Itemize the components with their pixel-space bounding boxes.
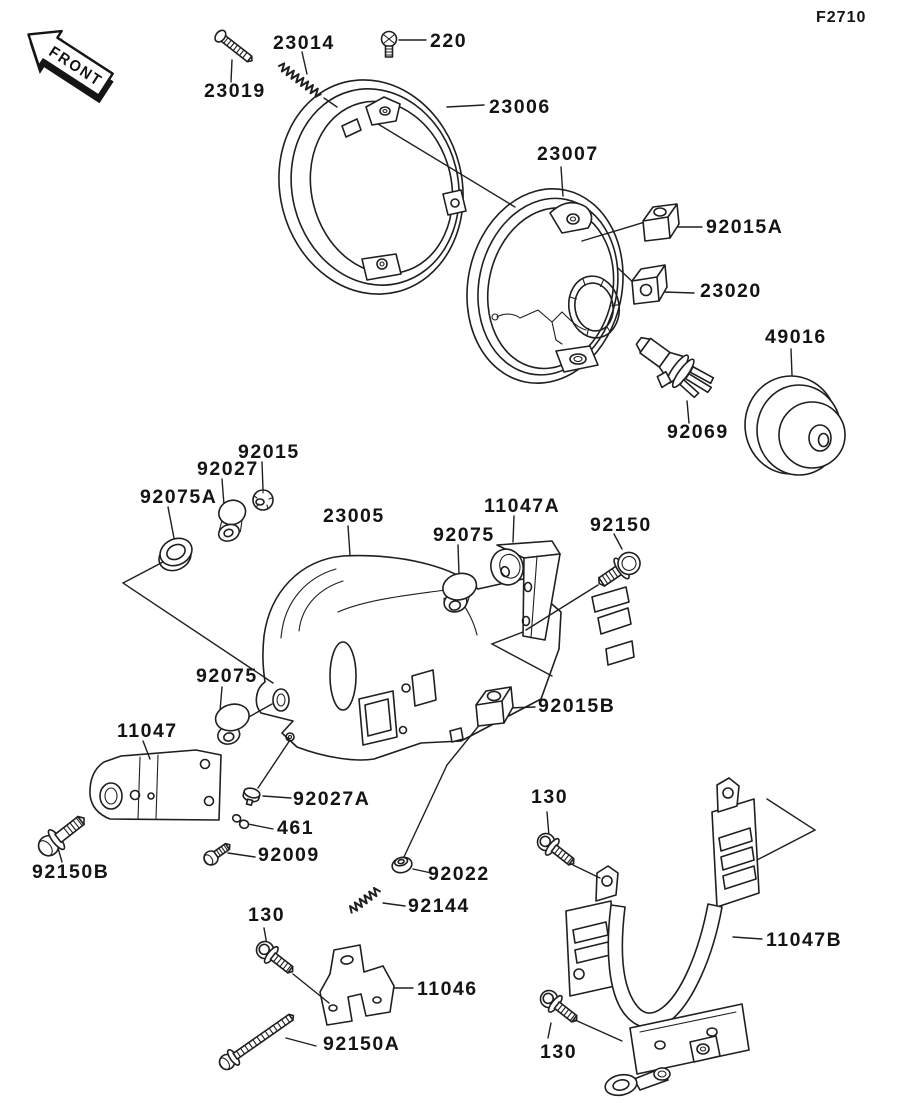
part-label-92075-left: 92075 (196, 665, 258, 687)
part-drawing-92027A-screw (241, 787, 261, 807)
part-drawing-92015-nut (253, 490, 273, 510)
part-label-11046: 11046 (417, 978, 478, 1000)
part-label-92150B: 92150B (32, 861, 110, 883)
part-drawing-23020-nut (632, 265, 667, 304)
part-label-92027: 92027 (197, 458, 259, 480)
part-drawing-23007-shell (449, 174, 640, 398)
part-label-130-top-right: 130 (531, 786, 569, 808)
part-drawing-220-screw (382, 32, 397, 58)
part-drawing-92075A-grommet (153, 533, 198, 575)
part-label-130-bottom: 130 (540, 1041, 578, 1063)
part-drawing-11046-bracket (320, 945, 394, 1025)
part-drawing-23019-screw (213, 28, 256, 66)
part-label-11047: 11047 (117, 720, 178, 742)
part-label-92144: 92144 (408, 895, 470, 917)
part-label-11047A: 11047A (484, 495, 561, 517)
part-label-23014: 23014 (273, 32, 335, 54)
part-label-49016: 49016 (765, 326, 827, 348)
part-drawing-92150B-bolt (33, 809, 91, 862)
part-label-92015A: 92015A (706, 216, 784, 238)
part-label-11047B: 11047B (766, 929, 843, 951)
part-drawing-92069-bulb (625, 327, 719, 411)
part-label-92069: 92069 (667, 421, 729, 443)
part-drawing-92015A-nut (643, 204, 679, 241)
part-label-92027A: 92027A (293, 788, 371, 810)
part-label-23006: 23006 (489, 96, 551, 118)
part-label-92150: 92150 (590, 514, 652, 536)
part-drawing-11047B-stay (566, 778, 759, 1098)
part-drawing-23006-rim (257, 60, 486, 314)
part-drawing-92150A-screw (216, 1008, 299, 1074)
figure-code: F2710 (816, 9, 867, 26)
part-label-23020: 23020 (700, 280, 762, 302)
part-drawing-23014-spring (277, 62, 323, 99)
part-drawing-461-pin (230, 814, 250, 830)
part-label-92009: 92009 (258, 844, 320, 866)
part-label-23007: 23007 (537, 143, 599, 165)
part-label-92015B: 92015B (538, 695, 616, 717)
part-drawing-11047-bracket (90, 750, 221, 820)
part-drawing-49016-cap (745, 376, 845, 475)
part-label-220: 220 (430, 30, 468, 52)
part-drawing-130-bolt-left (252, 937, 299, 980)
part-label-23005: 23005 (323, 505, 385, 527)
part-label-92022: 92022 (428, 863, 490, 885)
part-label-92075-right: 92075 (433, 524, 495, 546)
part-label-461: 461 (277, 817, 315, 839)
part-label-92150A: 92150A (323, 1033, 401, 1055)
part-label-130-left: 130 (248, 904, 286, 926)
part-label-92015: 92015 (238, 441, 300, 463)
part-drawing-92075-grommet-left (211, 700, 256, 746)
part-drawing-92022-nut (390, 855, 413, 875)
front-direction-arrow (14, 17, 121, 110)
part-drawing-92144-spring (348, 886, 382, 914)
part-label-23019: 23019 (204, 80, 266, 102)
part-label-92075A: 92075A (140, 486, 218, 508)
part-drawing-92150-bolt (592, 547, 644, 593)
front-label: FRONT (45, 43, 109, 93)
